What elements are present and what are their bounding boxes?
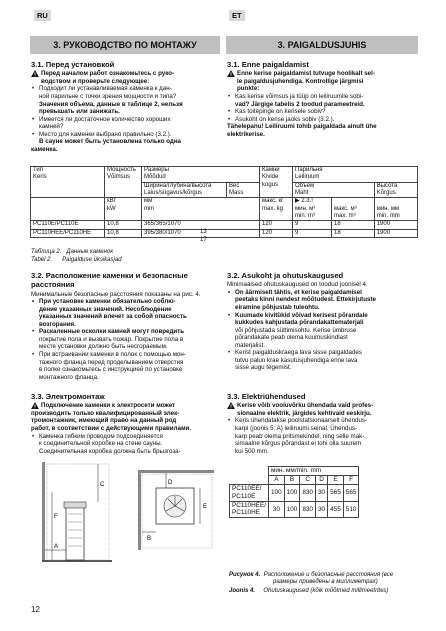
cell: 30 bbox=[316, 501, 328, 518]
caption-text: Ohutuskaugused (kõik mõõtmed millimeetrites) bbox=[263, 588, 389, 594]
cell: 100 bbox=[284, 485, 300, 502]
text-line: PC110HEE/ bbox=[232, 501, 266, 509]
ru-warn-line: водством и проверьте следующее: bbox=[41, 77, 150, 85]
text-line: • Место для каменки выбрано правильно (3.2.). bbox=[39, 130, 172, 138]
text-line: расстояния bbox=[31, 280, 75, 290]
text-line: • Asukoht on kerise jaoks sobiv (3.2.). bbox=[235, 115, 335, 123]
td-unit-stones bbox=[260, 198, 293, 221]
cell: 1900 bbox=[374, 221, 417, 229]
text-line: peetaks kinni nendest mõõtudest. Ettekirjutuste bbox=[235, 296, 376, 304]
cell: 565 bbox=[343, 485, 359, 502]
et-intro-3-2: Minimaalsed ohutuskaugused on toodud joonisel 4. bbox=[227, 281, 368, 289]
text-line: камней? bbox=[39, 123, 64, 131]
th-dims bbox=[142, 167, 260, 183]
caption-label: Joonis 4. bbox=[229, 588, 256, 594]
text-line: Соединительная коробка должна быть брызгоза- bbox=[39, 447, 181, 455]
cell: 18 bbox=[332, 229, 375, 237]
text-line: превышать или занижать. bbox=[39, 108, 120, 116]
td-unit-dims bbox=[142, 198, 260, 221]
cell: 10,8 bbox=[105, 221, 142, 229]
table-row bbox=[230, 501, 359, 518]
text-line: Mõõdud bbox=[144, 174, 166, 181]
wall-top-shape bbox=[138, 470, 214, 473]
table-row bbox=[230, 485, 359, 502]
ru-section-3-1 bbox=[31, 60, 221, 153]
ru-list-3-3 bbox=[31, 433, 221, 456]
list-item bbox=[227, 116, 419, 124]
cell: 830 bbox=[300, 501, 316, 518]
th-power bbox=[105, 167, 142, 198]
text-line: kogus bbox=[262, 181, 279, 188]
row-label bbox=[230, 501, 269, 518]
text-line: Keris bbox=[33, 174, 47, 181]
text-line: Камни bbox=[262, 167, 280, 173]
text-line: к соединительной коробке на стене сауны. bbox=[39, 440, 163, 448]
text-line: Ширина/глубина/высота bbox=[144, 182, 212, 189]
text-line: kui 500 mm. bbox=[235, 447, 269, 455]
list-item bbox=[227, 349, 419, 372]
weight-value-1: 13 bbox=[200, 229, 207, 235]
list-item bbox=[31, 85, 221, 115]
text-line: eiramine põhjustab tuleohtu. bbox=[235, 303, 320, 311]
ru-heading-3-1: 3.1. Перед установкой bbox=[31, 60, 115, 69]
text-line: le paigaldusjuhendiga. Kontrollige järgmisi bbox=[237, 77, 364, 85]
col-header: F bbox=[343, 476, 359, 485]
text-line: работ, в соответствии с действующими правилами. bbox=[31, 424, 192, 432]
text-line: мин. мм bbox=[376, 205, 400, 212]
dim-label-a: A bbox=[54, 544, 59, 550]
text-line: Высота bbox=[376, 182, 398, 189]
table-caption-ru bbox=[31, 249, 113, 256]
list-item bbox=[31, 328, 221, 351]
text-line: указанных значений влечет за собой опасность bbox=[39, 313, 187, 321]
et-warning-3-3 bbox=[227, 402, 419, 417]
table-caption-et bbox=[31, 257, 122, 264]
et-warning-3-1 bbox=[227, 70, 419, 93]
cell: 9 bbox=[293, 221, 332, 229]
th-stones bbox=[260, 167, 293, 198]
table-row bbox=[31, 221, 418, 229]
cell: PC110HEE/PC110HE bbox=[31, 229, 105, 237]
dim-label-f: F bbox=[54, 514, 58, 520]
td-unit-vmax bbox=[332, 198, 375, 221]
wall-left-shape bbox=[42, 462, 45, 560]
th-type bbox=[31, 167, 105, 198]
col-header: E bbox=[328, 476, 344, 485]
th-dims-sub bbox=[142, 182, 227, 198]
text-line: • Kas toitepinge on kerisele sobiv? bbox=[235, 108, 326, 116]
text-line: • Kas kerise võimsus ja tüüp on leiliruumile sobi- bbox=[235, 92, 364, 100]
ru-warning-3-1 bbox=[31, 70, 221, 85]
row-label bbox=[230, 485, 269, 502]
cell: 18 bbox=[332, 221, 375, 229]
text-line: tutvu palun krae kasutusjuhendiga enne lava bbox=[235, 356, 358, 364]
text-line: мин. м³ bbox=[295, 205, 316, 212]
text-line: • Подходит ли устанавливаемая каменка к дан- bbox=[39, 85, 172, 93]
text-line: • Kuumade kivitükid võivad kerisest põrandale bbox=[235, 311, 368, 319]
cell: 120 bbox=[260, 221, 293, 229]
text-line: max. m³ bbox=[334, 212, 356, 219]
cell: 1900 bbox=[374, 229, 417, 237]
text-line: тажного фланца перед проделыванием отверстия bbox=[39, 358, 184, 366]
cell: 30 bbox=[316, 485, 328, 502]
figure-caption-ru bbox=[229, 572, 419, 587]
text-line: • Keris ühendatakse poolstatsionaarselt ühendus- bbox=[235, 417, 368, 425]
text-line: • Раскаленные осколки камней могут повредить bbox=[39, 328, 185, 336]
text-line: кВт bbox=[107, 198, 117, 205]
text-line: mm bbox=[144, 205, 154, 212]
et-heading-3-3: 3.3. Elektriühendused bbox=[227, 392, 306, 401]
text-line: PC110HE bbox=[232, 509, 260, 517]
list-item bbox=[31, 351, 221, 381]
text-line: Значения объема, данные в таблице 2, нельзя bbox=[39, 100, 183, 108]
et-heading-3-2: 3.2. Asukoht ja ohutuskaugused bbox=[227, 271, 344, 280]
cell: 120 bbox=[260, 229, 293, 237]
list-item bbox=[31, 433, 221, 456]
caption-text: Расположение и безопасные расстояния (все bbox=[263, 572, 394, 578]
warning-icon bbox=[227, 402, 235, 409]
text-line: põrandakate peab olema kuumuskindlast bbox=[235, 334, 348, 342]
list-item bbox=[31, 298, 221, 328]
text-line: Kivide bbox=[262, 174, 279, 181]
cell: 565 bbox=[328, 485, 344, 502]
caption-label: Рисунок 4. bbox=[229, 572, 261, 578]
text-line: Kõrgus bbox=[376, 189, 396, 196]
ru-section-3-2 bbox=[31, 271, 221, 381]
dim-label-e: E bbox=[203, 504, 208, 510]
text-line: ной парильне с точки зрения мощности и типа? bbox=[39, 92, 177, 100]
text-line: • При установке каменки обязательно соблю- bbox=[39, 298, 176, 306]
col-header: A bbox=[268, 476, 284, 485]
distance-table bbox=[229, 466, 359, 518]
text-line: возгорания. bbox=[39, 320, 76, 328]
cell: 100 bbox=[284, 501, 300, 518]
warning-icon bbox=[227, 70, 235, 77]
warning-icon bbox=[31, 402, 39, 409]
text-line: punkte: bbox=[237, 85, 260, 93]
caption-text: Paigalduse üksikasjad bbox=[62, 257, 122, 263]
cell: 30 bbox=[268, 501, 284, 518]
list-item bbox=[227, 417, 419, 455]
figure-4-drawing bbox=[42, 462, 228, 566]
td-empty bbox=[230, 467, 269, 476]
text-line: min. m³ bbox=[295, 212, 315, 219]
cell: PC110E/PC110E bbox=[31, 221, 105, 229]
th-height bbox=[374, 182, 417, 198]
et-heading-3-1: 3.1. Enne paigaldamist bbox=[227, 60, 309, 69]
cell: 510 bbox=[343, 501, 359, 518]
list-item bbox=[227, 93, 419, 108]
text-line: Maht bbox=[295, 189, 309, 196]
et-section-3-2 bbox=[227, 271, 419, 372]
heater-spec-table bbox=[30, 166, 418, 238]
col-header: D bbox=[316, 476, 328, 485]
text-line: В сауне может быть установлена только одна bbox=[39, 138, 182, 146]
ru-heading-3-3: 3.3. Электромонтаж bbox=[31, 392, 105, 401]
text-line: Вес bbox=[229, 182, 240, 189]
page-number: 12 bbox=[31, 605, 40, 614]
text-line: тромонтажник, имеющий право на данный род bbox=[31, 417, 177, 425]
text-line: макс. м³ bbox=[334, 205, 357, 212]
text-line: Тип bbox=[33, 167, 44, 173]
text-line: 3.2. Расположение каменки и безопасные bbox=[31, 271, 188, 280]
text-line: • При встраивании каменки в полок с помощью мон- bbox=[39, 351, 186, 358]
text-line: või põhjustada süttimisohtu. Kerise ümbruse bbox=[235, 326, 357, 334]
caption-text: размеры приведены в миллиметрах) bbox=[273, 579, 378, 586]
text-line: kW bbox=[107, 205, 116, 212]
ru-one-heater-note bbox=[31, 138, 221, 146]
warning-icon bbox=[31, 70, 39, 77]
text-line: PC110E bbox=[232, 492, 256, 500]
text-line: Võimsus bbox=[107, 174, 131, 181]
cell: 100 bbox=[268, 485, 284, 502]
col-header: C bbox=[300, 476, 316, 485]
table-row bbox=[31, 229, 418, 237]
section-title-ru: 3. РУКОВОДСТВО ПО МОНТАЖУ bbox=[30, 36, 220, 54]
text-line: sisse augu tegemist. bbox=[235, 364, 292, 372]
th-room bbox=[293, 167, 418, 183]
text-line: Laius/sügavus/kõrgus bbox=[144, 189, 203, 196]
ru-section-3-3 bbox=[31, 392, 221, 455]
text-line: Kerise võib vooluvõrku ühendada vaid profes- bbox=[237, 402, 374, 410]
text-line: покрытие пола и вызвать пожар. Покрытие пола в bbox=[39, 335, 184, 343]
caption-text: Данные каменок bbox=[66, 249, 114, 255]
cell: 10,8 bbox=[105, 229, 142, 237]
text-line: Mass bbox=[229, 189, 244, 196]
td-unit-vmin bbox=[293, 198, 332, 221]
text-line: vad? Järgige tabelis 2 toodud parameetreid. bbox=[235, 100, 365, 108]
text-line: мм bbox=[144, 198, 153, 205]
text-line: • Kerist paigalduskraega lava sisse paigaldades bbox=[235, 349, 362, 357]
th-volume bbox=[293, 182, 375, 198]
text-line: месте установки должно быть несгораемым. bbox=[39, 343, 168, 351]
text-line: kukkudes kahjustada põrandakattematerjali bbox=[235, 319, 364, 327]
text-line: Парильня bbox=[295, 167, 323, 173]
text-line: Enne kerise paigaldamist tutvuge hoolikalt sel- bbox=[237, 70, 375, 78]
td-unit-height bbox=[374, 198, 417, 221]
text-line: Размеры bbox=[144, 167, 169, 173]
text-line: Подключение каменки к электросети может bbox=[41, 402, 176, 410]
text-line: дение указанных значений. Несоблюдение bbox=[39, 305, 172, 313]
text-line: min. mm bbox=[376, 212, 400, 219]
text-line: Tähelepanu! Leiliruumi tohib paigaldada ainult ühe bbox=[227, 123, 377, 131]
text-line: sionaalne elektrik, järgides kehtivaid eeskirju. bbox=[237, 409, 372, 417]
ru-warn-line: Перед началом работ ознакомьтесь с руко- bbox=[41, 70, 175, 78]
cell: 830 bbox=[300, 485, 316, 502]
list-item bbox=[31, 131, 221, 139]
list-item bbox=[227, 289, 419, 312]
text-line: • Имеется ли достаточное количество хороших bbox=[39, 115, 171, 123]
et-section-3-1 bbox=[227, 60, 419, 138]
text-line: PC110EE/ bbox=[232, 485, 262, 492]
dim-label-b: B bbox=[147, 536, 152, 542]
th-weight bbox=[227, 182, 260, 198]
text-line: karp peab olema pritsmekindel, ning selle mak- bbox=[235, 432, 365, 440]
text-line: simaalne kõrgus põrandast ei tohi olla suurem bbox=[235, 440, 362, 448]
td-empty bbox=[31, 198, 105, 221]
caption-label: Таблица 2. bbox=[31, 249, 62, 255]
cell: 9 bbox=[293, 229, 332, 237]
text-line: karpi (joonis 5: A) leiliruumi seinal. Ühendus- bbox=[235, 424, 358, 432]
cell: 365/365/1070 bbox=[142, 221, 260, 229]
text-line: • Каменка гибким проводом подсоединяется bbox=[39, 432, 163, 440]
text-line: производить только квалифицированный элек- bbox=[31, 409, 180, 417]
caption-label: Tabel 2. bbox=[31, 257, 53, 263]
text-line: в полке ознакомьтесь с инструкцией по установке bbox=[39, 366, 183, 374]
text-line: elektrikerise. bbox=[227, 130, 265, 138]
text-line: Объем bbox=[295, 182, 315, 189]
text-line: Leiliruum bbox=[295, 174, 320, 181]
figure-caption-et bbox=[229, 588, 419, 595]
td-unit-power bbox=[105, 198, 142, 221]
et-list-3-2 bbox=[227, 289, 419, 372]
et-section-3-3 bbox=[227, 392, 419, 455]
ru-intro-3-2: Минимальные безопасные расстояния показаны на рис. 4. bbox=[31, 290, 201, 298]
dim-header: мин. мм/min. mm bbox=[268, 467, 358, 476]
section-title-et: 3. PAIGALDUSJUHIS bbox=[226, 36, 418, 54]
weight-value-2: 17 bbox=[200, 237, 207, 243]
list-item bbox=[31, 116, 221, 131]
ru-list-3-1 bbox=[31, 85, 221, 138]
et-list-3-1 bbox=[227, 93, 419, 123]
ru-list-3-2 bbox=[31, 298, 221, 381]
text-line: max. kg bbox=[262, 205, 284, 212]
et-list-3-3 bbox=[227, 417, 419, 455]
text-line: materjalist. bbox=[235, 341, 265, 349]
list-item bbox=[227, 108, 419, 116]
text-line: монтажного фланца. bbox=[39, 373, 99, 381]
text-line: Мощность bbox=[107, 167, 136, 173]
list-item bbox=[227, 312, 419, 350]
dim-label-d: D bbox=[168, 480, 173, 486]
lang-tag-ru: RU bbox=[34, 10, 51, 21]
ru-warning-3-3 bbox=[31, 402, 221, 410]
text-line: каменка. bbox=[31, 145, 58, 153]
text-line: ▶ 2.3.! bbox=[295, 198, 313, 205]
wall-side-shape bbox=[138, 470, 141, 550]
td-empty bbox=[230, 476, 269, 485]
stone-grid-side bbox=[64, 502, 86, 508]
text-line: • On äärmiselt tähtis, et kerise paigaldamisel bbox=[235, 288, 362, 296]
ru-heading-3-2 bbox=[31, 271, 221, 290]
dim-label-c: C bbox=[100, 482, 105, 488]
text-line: макс. кг bbox=[262, 198, 284, 205]
cell: 455 bbox=[328, 501, 344, 518]
col-header: B bbox=[284, 476, 300, 485]
lang-tag-et: ET bbox=[229, 10, 245, 21]
cell: 395/380/1070 bbox=[142, 229, 260, 237]
